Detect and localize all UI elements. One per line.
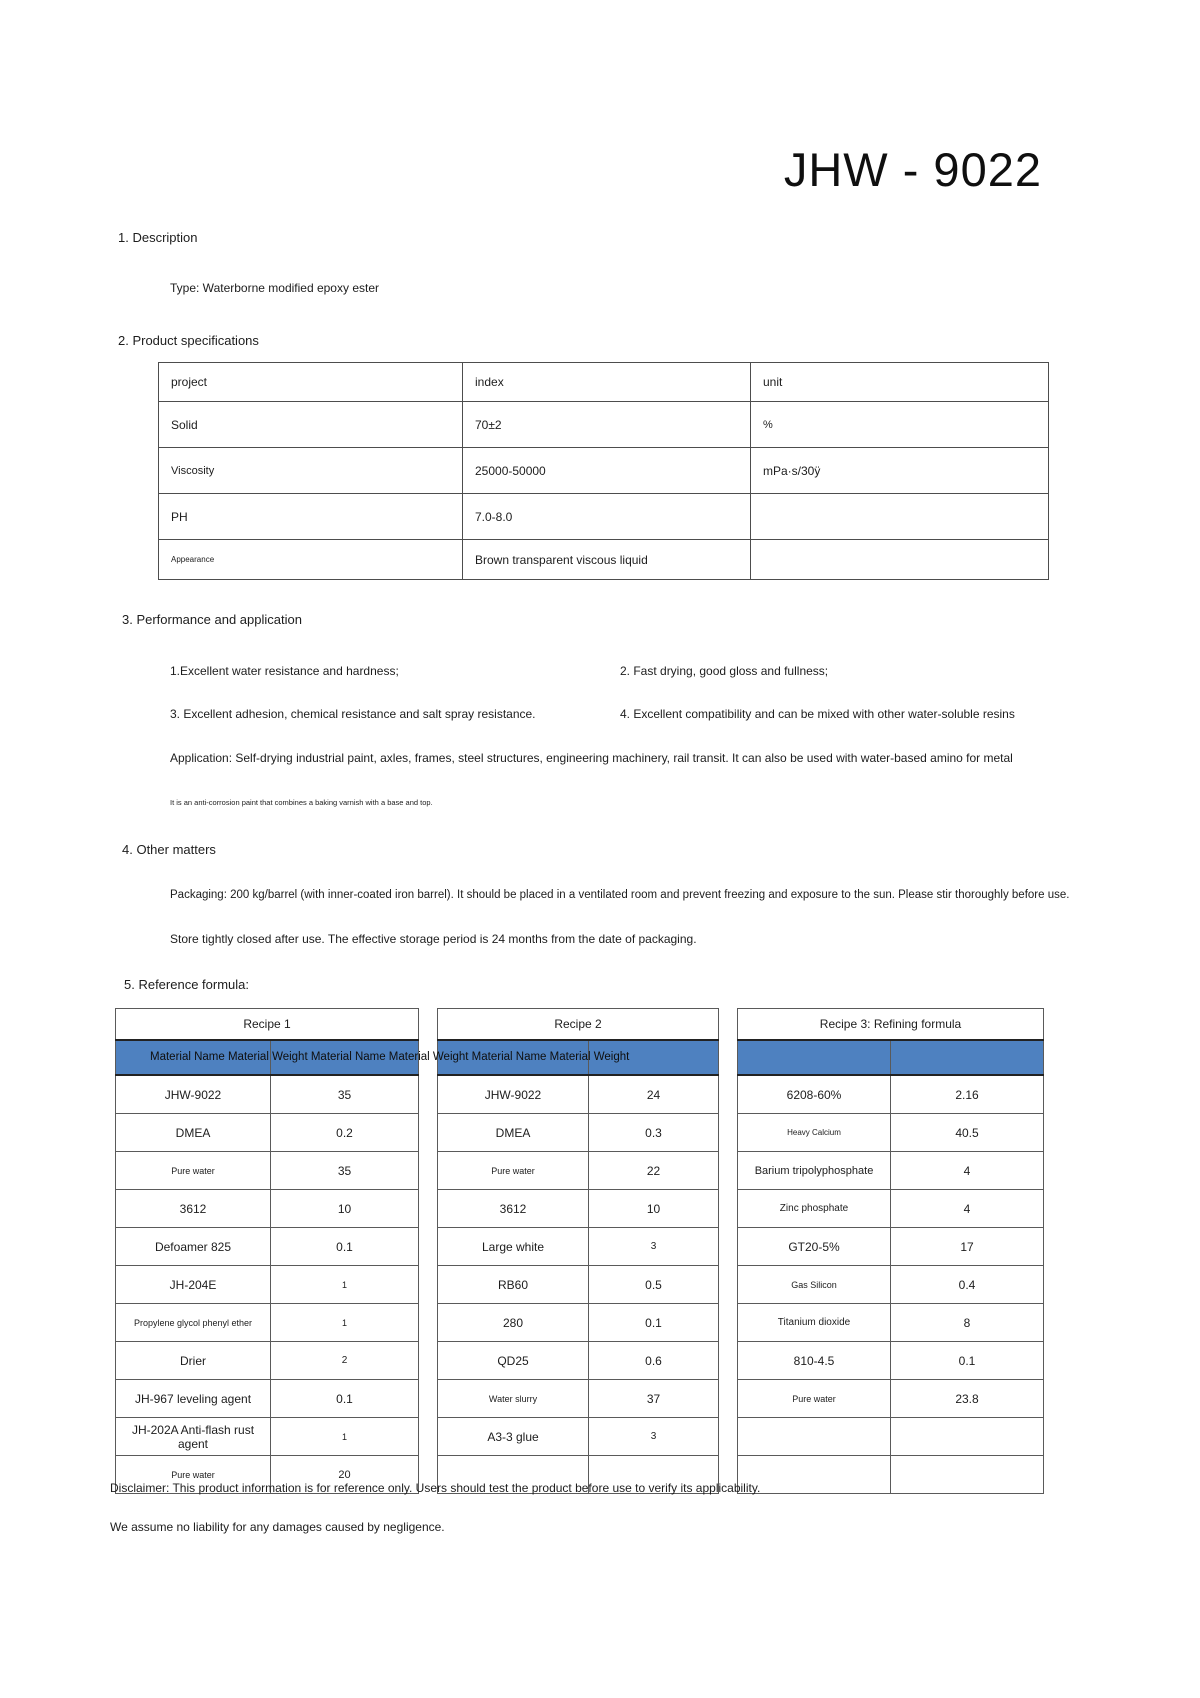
material-weight-cell: 0.1 — [271, 1228, 419, 1266]
material-weight-cell: 2.16 — [891, 1075, 1044, 1114]
recipe-row — [738, 1228, 1044, 1266]
material-weight-cell: 3 — [589, 1418, 719, 1456]
spec-unit-cell: % — [751, 402, 1049, 448]
material-name-cell: JHW-9022 — [116, 1075, 271, 1114]
material-name-cell: 810-4.5 — [738, 1342, 891, 1380]
specifications-table — [158, 362, 1049, 580]
material-name-cell: Large white — [438, 1228, 589, 1266]
material-name-cell: 3612 — [116, 1190, 271, 1228]
material-name-cell: 3612 — [438, 1190, 589, 1228]
material-name-cell: Barium tripolyphosphate — [738, 1152, 891, 1190]
spec-project-cell: Appearance — [159, 540, 463, 580]
material-weight-cell: 0.5 — [589, 1266, 719, 1304]
spec-index-cell: 7.0-8.0 — [463, 494, 751, 540]
material-weight-cell: 1 — [271, 1418, 419, 1456]
material-name-cell: Pure water — [438, 1152, 589, 1190]
recipe-row — [438, 1228, 719, 1266]
material-weight-cell: 2 — [271, 1342, 419, 1380]
material-weight-cell: 0.1 — [589, 1304, 719, 1342]
recipe-2-table — [437, 1008, 719, 1494]
material-weight-cell: 0.3 — [589, 1114, 719, 1152]
material-weight-cell: 0.4 — [891, 1266, 1044, 1304]
material-weight-cell: 1 — [271, 1266, 419, 1304]
spec-column-unit: unit — [751, 363, 1049, 402]
recipe-header-cell — [891, 1040, 1044, 1075]
spec-row-solid — [159, 402, 1049, 448]
material-name-cell: Propylene glycol phenyl ether — [116, 1304, 271, 1342]
recipe-title-row — [438, 1009, 719, 1041]
material-weight-cell: 40.5 — [891, 1114, 1044, 1152]
recipe-row — [438, 1266, 719, 1304]
material-weight-cell: 3 — [589, 1228, 719, 1266]
material-name-cell: Titanium dioxide — [738, 1304, 891, 1342]
recipe-row — [438, 1114, 719, 1152]
disclaimer-line: Disclaimer: This product information is for reference only. Users should test the product before use to verify its applicability. — [110, 1481, 761, 1495]
spec-header-row — [159, 363, 1049, 402]
material-name-cell: RB60 — [438, 1266, 589, 1304]
performance-heading: 3. Performance and application — [122, 612, 302, 627]
recipe-2-title: Recipe 2 — [438, 1009, 719, 1041]
material-name-cell: Water slurry — [438, 1380, 589, 1418]
recipe-row — [738, 1304, 1044, 1342]
material-weight-cell: 10 — [589, 1190, 719, 1228]
material-name-cell — [738, 1456, 891, 1494]
recipe-row — [738, 1380, 1044, 1418]
material-name-cell: Zinc phosphate — [738, 1190, 891, 1228]
recipe-row — [738, 1342, 1044, 1380]
storage-line: Store tightly closed after use. The effective storage period is 24 months from the date of packaging. — [170, 932, 697, 946]
recipe-1-table — [115, 1008, 419, 1494]
recipe-row — [738, 1114, 1044, 1152]
description-heading: 1. Description — [118, 230, 198, 245]
recipe-row — [116, 1380, 419, 1418]
material-name-cell: 6208-60% — [738, 1075, 891, 1114]
material-name-cell: JH-202A Anti-flash rust agent — [116, 1418, 271, 1456]
material-name-cell — [738, 1418, 891, 1456]
recipe-row — [438, 1380, 719, 1418]
recipe-header-cell — [738, 1040, 891, 1075]
recipe-row — [438, 1342, 719, 1380]
material-name-cell: Gas Silicon — [738, 1266, 891, 1304]
material-name-cell: QD25 — [438, 1342, 589, 1380]
material-weight-cell: 22 — [589, 1152, 719, 1190]
material-weight-cell — [891, 1456, 1044, 1494]
material-name-cell: Pure water — [738, 1380, 891, 1418]
material-name-cell: JH-204E — [116, 1266, 271, 1304]
material-name-cell: JHW-9022 — [438, 1075, 589, 1114]
packaging-line: Packaging: 200 kg/barrel (with inner-coated iron barrel). It should be placed in a ventilated room and prevent freezing and exposure to the sun. Please stir thoroughly before use. — [170, 889, 1070, 901]
material-weight-cell — [891, 1418, 1044, 1456]
recipe-row — [116, 1418, 419, 1456]
recipe-row — [438, 1075, 719, 1114]
application-note: It is an anti-corrosion paint that combines a baking varnish with a base and top. — [170, 798, 433, 807]
recipe-3-table — [737, 1008, 1044, 1494]
liability-line: We assume no liability for any damages caused by negligence. — [110, 1520, 445, 1534]
material-name-cell: Pure water — [116, 1152, 271, 1190]
other-matters-heading: 4. Other matters — [122, 842, 216, 857]
material-weight-cell: 8 — [891, 1304, 1044, 1342]
material-name-cell: JH-967 leveling agent — [116, 1380, 271, 1418]
recipe-row — [116, 1228, 419, 1266]
material-weight-cell: 1 — [271, 1304, 419, 1342]
spec-unit-cell — [751, 540, 1049, 580]
material-weight-cell: 24 — [589, 1075, 719, 1114]
material-name-cell: Defoamer 825 — [116, 1228, 271, 1266]
spec-index-cell: 70±2 — [463, 402, 751, 448]
recipe-row — [116, 1152, 419, 1190]
spec-project-cell: PH — [159, 494, 463, 540]
material-name-cell: 280 — [438, 1304, 589, 1342]
performance-point-4: 4. Excellent compatibility and can be mixed with other water-soluble resins — [620, 707, 1015, 721]
spec-unit-cell: mPa·s/30ÿ — [751, 448, 1049, 494]
material-weight-cell: 23.8 — [891, 1380, 1044, 1418]
recipe-row — [738, 1190, 1044, 1228]
spec-project-cell: Solid — [159, 402, 463, 448]
recipe-row — [116, 1190, 419, 1228]
application-line: Application: Self-drying industrial paint, axles, frames, steel structures, engineering machinery, rail transit. It can also be used with water-based amino for metal — [170, 751, 1013, 765]
recipe-columns-header: Material Name Material Weight Material Name Material Weight Material Name Material Weight — [150, 1051, 630, 1063]
recipe-row — [738, 1152, 1044, 1190]
performance-point-2: 2. Fast drying, good gloss and fullness; — [620, 664, 829, 678]
material-weight-cell: 0.2 — [271, 1114, 419, 1152]
material-name-cell: A3-3 glue — [438, 1418, 589, 1456]
recipe-row — [738, 1418, 1044, 1456]
performance-point-1: 1.Excellent water resistance and hardness; — [170, 664, 399, 678]
material-name-cell: Pure water — [116, 1456, 271, 1494]
material-weight-cell: 0.1 — [891, 1342, 1044, 1380]
recipe-3-title: Recipe 3: Refining formula — [738, 1009, 1044, 1041]
recipe-1-title: Recipe 1 — [116, 1009, 419, 1041]
spec-column-project: project — [159, 363, 463, 402]
material-name-cell: GT20-5% — [738, 1228, 891, 1266]
material-weight-cell: 10 — [271, 1190, 419, 1228]
formula-heading: 5. Reference formula: — [124, 977, 250, 992]
material-name-cell: Drier — [116, 1342, 271, 1380]
recipe-title-row — [738, 1009, 1044, 1041]
recipe-row — [116, 1342, 419, 1380]
material-weight-cell: 17 — [891, 1228, 1044, 1266]
recipe-row — [438, 1418, 719, 1456]
description-type-line: Type: Waterborne modified epoxy ester — [170, 281, 379, 295]
material-name-cell: Heavy Calcium — [738, 1114, 891, 1152]
material-weight-cell: 0.1 — [271, 1380, 419, 1418]
material-weight-cell: 35 — [271, 1152, 419, 1190]
specifications-heading: 2. Product specifications — [118, 333, 259, 348]
spec-unit-cell — [751, 494, 1049, 540]
recipe-row — [438, 1152, 719, 1190]
spec-index-cell: 25000-50000 — [463, 448, 751, 494]
recipe-row — [116, 1114, 419, 1152]
recipe-row — [738, 1266, 1044, 1304]
material-weight-cell: 35 — [271, 1075, 419, 1114]
material-weight-cell: 4 — [891, 1152, 1044, 1190]
spec-row-appearance — [159, 540, 1049, 580]
recipe-title-row — [116, 1009, 419, 1041]
material-weight-cell: 0.6 — [589, 1342, 719, 1380]
recipe-row — [738, 1075, 1044, 1114]
recipe-row — [738, 1456, 1044, 1494]
material-name-cell: DMEA — [116, 1114, 271, 1152]
material-weight-cell: 37 — [589, 1380, 719, 1418]
page-title: JHW - 9022 — [783, 143, 1042, 196]
material-weight-cell: 20 — [271, 1456, 419, 1494]
recipe-header-row — [738, 1040, 1044, 1075]
spec-project-cell: Viscosity — [159, 448, 463, 494]
recipe-row — [116, 1266, 419, 1304]
spec-row-ph — [159, 494, 1049, 540]
spec-row-viscosity — [159, 448, 1049, 494]
material-weight-cell: 4 — [891, 1190, 1044, 1228]
recipe-row — [438, 1190, 719, 1228]
recipe-row — [116, 1304, 419, 1342]
material-name-cell: DMEA — [438, 1114, 589, 1152]
recipe-row — [116, 1075, 419, 1114]
spec-column-index: index — [463, 363, 751, 402]
spec-index-cell: Brown transparent viscous liquid — [463, 540, 751, 580]
recipe-row — [438, 1304, 719, 1342]
performance-point-3: 3. Excellent adhesion, chemical resistance and salt spray resistance. — [170, 707, 536, 721]
